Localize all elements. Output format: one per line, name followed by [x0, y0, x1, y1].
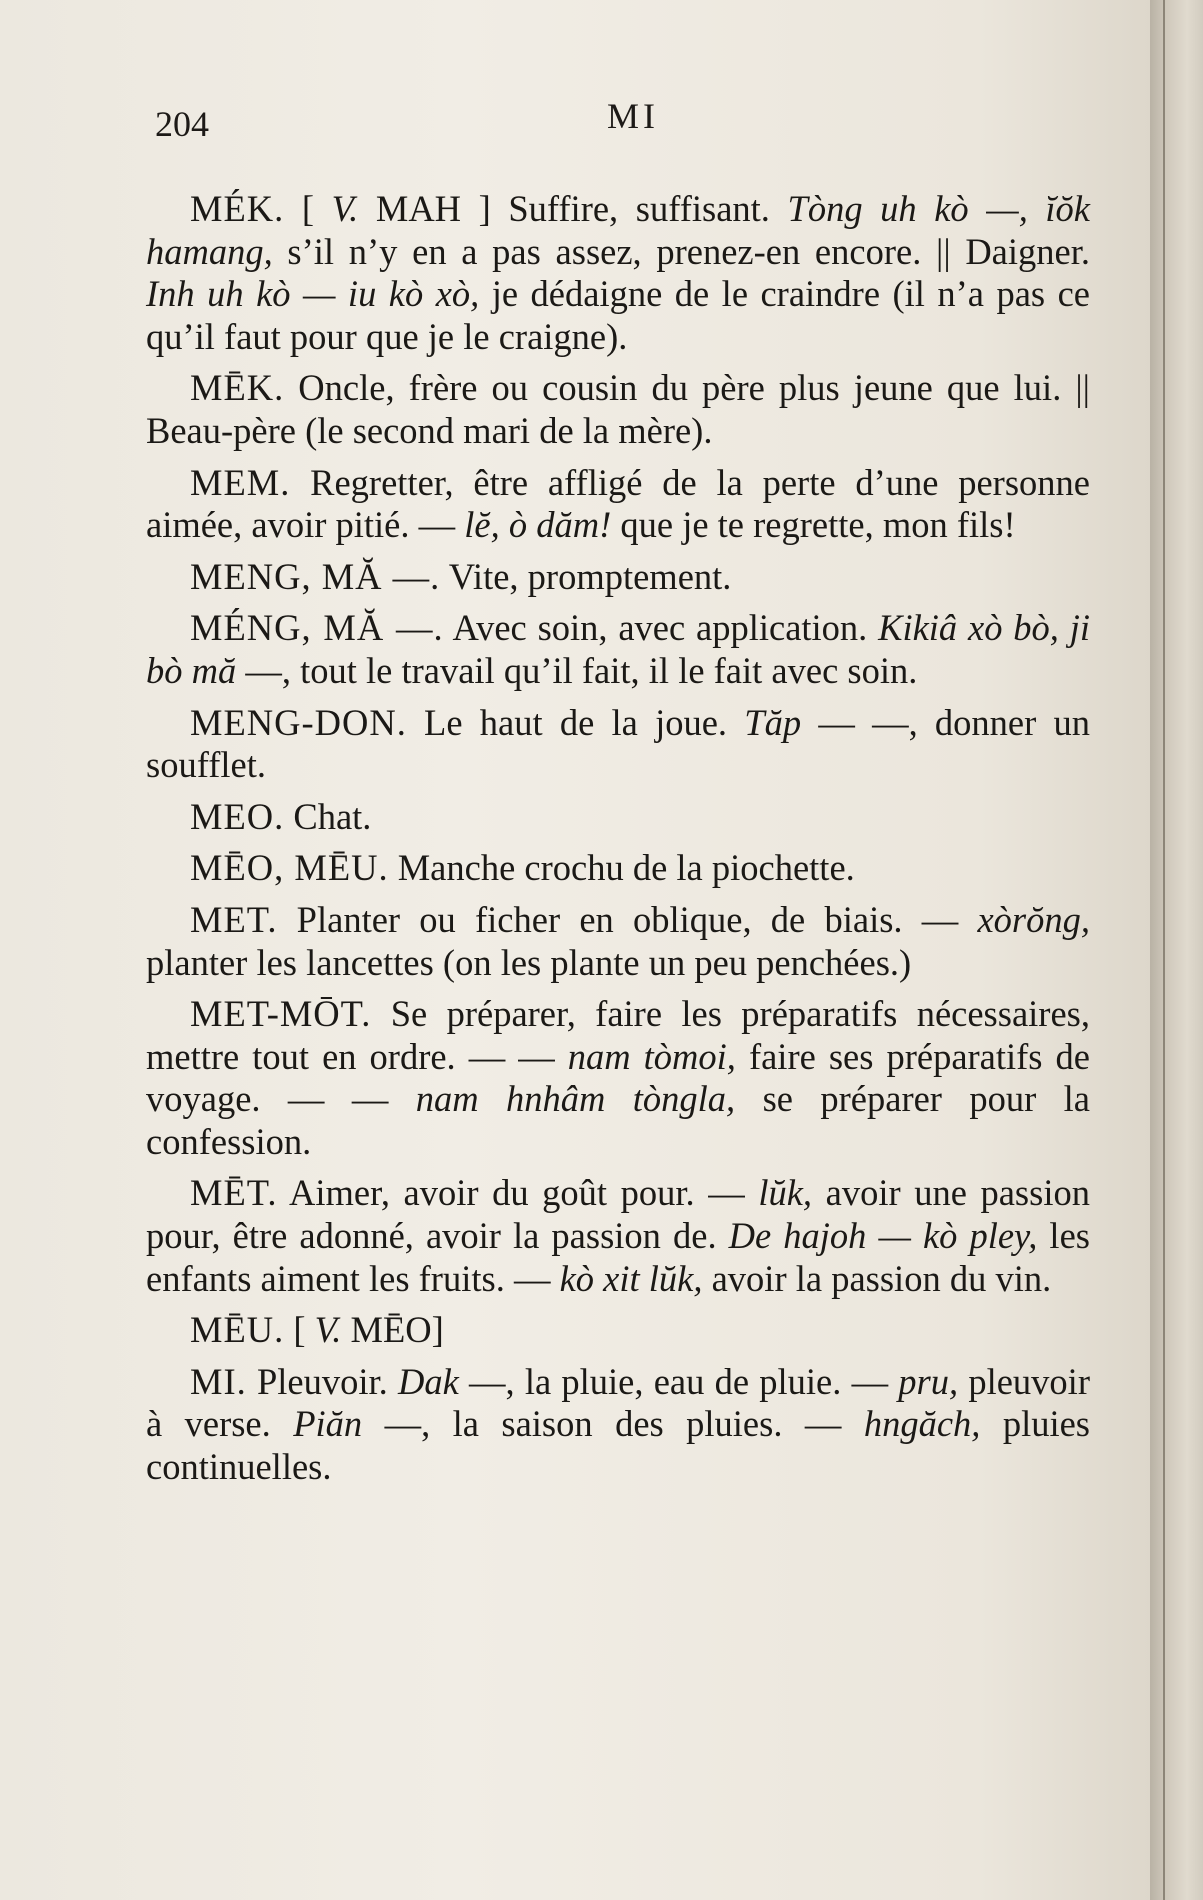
entry-italic-text: Kikiâ xò bò, ji bò mă: [146, 607, 1090, 691]
entry-text: —, tout le travail qu’il fait, il le fait avec soin.: [236, 649, 918, 691]
dictionary-entry: [146, 847, 1090, 890]
entry-italic-text: V.: [314, 1309, 342, 1351]
entry-italic-text: lĕ, ò dăm!: [464, 504, 612, 546]
entry-headword: MENG, MĂ —.: [190, 555, 441, 597]
entry-italic-text: Tăp: [744, 701, 802, 743]
entry-headword: MI.: [190, 1360, 247, 1402]
entry-italic-text: lŭk,: [758, 1172, 813, 1214]
page-header: [155, 95, 1135, 155]
entry-text: pleuvoir à verse.: [146, 1360, 1090, 1445]
entry-headword: MÉK.: [190, 188, 285, 229]
entry-headword: MEM.: [190, 461, 291, 503]
entry-headword: MĒU.: [190, 1309, 285, 1351]
running-head: MI: [607, 96, 659, 136]
entry-text: MAH ] Suffire, suffisant.: [358, 188, 788, 229]
entry-text: faire ses préparatifs de voyage. — —: [146, 1035, 1090, 1120]
dictionary-entry: [146, 556, 1090, 599]
dictionary-entry: [146, 607, 1090, 692]
entry-text: Regretter, être affligé de la perte d’une personne aimée, avoir pitié. —: [146, 461, 1090, 546]
entry-headword: MÉNG, MĂ —.: [190, 607, 444, 649]
dictionary-entries: [146, 188, 1090, 1498]
entry-headword: MĒT.: [190, 1172, 278, 1214]
entry-italic-text: hngăch,: [863, 1403, 981, 1445]
entry-text: avoir une passion pour, être adonné, avoir la passion de.: [146, 1172, 1090, 1257]
dictionary-entry: [146, 899, 1090, 984]
entry-italic-text: Piăn: [293, 1403, 363, 1445]
entry-italic-text: Tòng uh kò —, ĭŏk hamang,: [146, 188, 1091, 272]
entry-text: Aimer, avoir du goût pour. —: [277, 1172, 759, 1214]
dictionary-entry: [146, 188, 1090, 358]
dictionary-entry: [146, 462, 1090, 547]
page-number: 204: [155, 104, 209, 144]
entry-headword: MĒK.: [190, 367, 285, 409]
entry-text: Planter ou ficher en oblique, de biais. —: [277, 898, 978, 940]
entry-headword: MENG-DON.: [190, 701, 407, 743]
entry-italic-text: nam hnhâm tòngla,: [415, 1078, 736, 1120]
entry-headword: MEO.: [190, 795, 285, 837]
entry-text: Manche crochu de la piochette.: [388, 847, 855, 889]
entry-text: Se préparer, faire les préparatifs nécessaires, mettre tout en ordre. — —: [146, 993, 1090, 1077]
entry-text: planter les lancettes (on les plante un peu penchées.): [146, 941, 912, 983]
entry-italic-text: xòrŏng,: [977, 898, 1090, 940]
entry-italic-text: pru,: [898, 1360, 959, 1402]
entry-headword: MĒO, MĒU.: [190, 847, 389, 889]
entry-text: avoir la passion du vin.: [702, 1257, 1052, 1299]
entry-text: — —, donner un soufflet.: [146, 701, 1090, 786]
entry-text: [: [284, 188, 332, 229]
dictionary-entry: [146, 1172, 1090, 1300]
dictionary-entry: [146, 1361, 1090, 1489]
entry-text: MĒO]: [341, 1309, 444, 1351]
page-edge-line: [1163, 0, 1165, 1900]
entry-text: Vite, promptement.: [440, 555, 732, 597]
entry-text: Avec soin, avec application.: [443, 607, 879, 649]
entry-text: [: [284, 1309, 315, 1351]
dictionary-entry: [146, 702, 1090, 787]
entry-text: je dédaigne de le craindre (il n’a pas ce qu’il faut pour que je le craigne).: [146, 273, 1090, 357]
entry-text: que je te regrette, mon fils!: [611, 504, 1016, 546]
dictionary-entry: [146, 993, 1090, 1163]
entry-italic-text: nam tòmoi,: [567, 1035, 736, 1077]
entry-italic-text: Inh uh kò — iu kò xò,: [146, 273, 480, 315]
entry-text: pluies continuelles.: [146, 1403, 1091, 1488]
entry-text: se préparer pour la confession.: [146, 1078, 1090, 1162]
dictionary-entry: [146, 1309, 1090, 1352]
entry-text: —, la pluie, eau de pluie. —: [458, 1360, 899, 1402]
entry-text: —, la saison des pluies. —: [362, 1403, 864, 1445]
dictionary-entry: [146, 367, 1090, 452]
entry-italic-text: V.: [331, 188, 359, 229]
entry-italic-text: kò xit lŭk,: [559, 1257, 703, 1299]
entry-text: Pleuvoir.: [246, 1360, 398, 1402]
dictionary-entry: [146, 796, 1090, 839]
entry-text: Chat.: [284, 795, 372, 837]
entry-italic-text: Dak: [397, 1360, 459, 1402]
entry-text: les enfants aiment les fruits. —: [146, 1215, 1090, 1299]
entry-headword: MET.: [190, 898, 278, 940]
entry-text: s’il n’y en a pas assez, prenez-en encore. || Daigner.: [272, 230, 1090, 272]
entry-headword: MET-MŌT.: [190, 993, 372, 1035]
entry-text: Le haut de la joue.: [406, 701, 745, 743]
page-gutter: [1150, 0, 1203, 1900]
entry-italic-text: De hajoh — kò pley,: [728, 1215, 1038, 1257]
entry-text: Oncle, frère ou cousin du père plus jeune que lui. || Beau-père (le second mari de la mère).: [146, 367, 1090, 451]
